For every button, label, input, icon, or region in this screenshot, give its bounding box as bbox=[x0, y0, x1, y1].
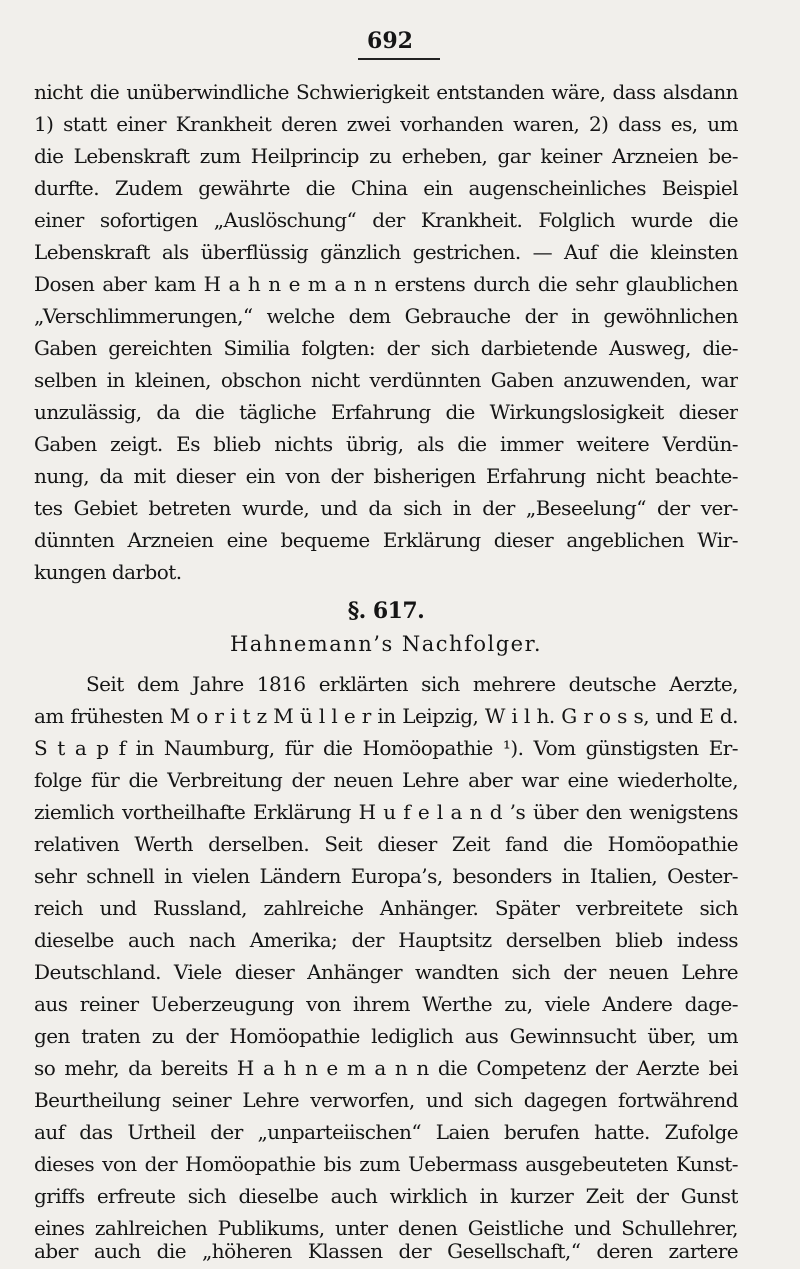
text-line: dieselbe auch nach Amerika; der Hauptsitz derselben blieb indess bbox=[34, 928, 738, 952]
text-line: tes Gebiet betreten wurde, und da sich in der „Beseelung“ der ver- bbox=[34, 496, 738, 520]
text-line: Lebenskraft als überflüssig gänzlich gestrichen. — Auf die kleinsten bbox=[34, 240, 738, 264]
text-line: unzulässig, da die tägliche Erfahrung die Wirkungslosigkeit dieser bbox=[34, 400, 738, 424]
section-number: §. 617. bbox=[347, 598, 425, 624]
text-line: die Lebenskraft zum Heilprincip zu erheben, gar keiner Arzneien be- bbox=[34, 144, 738, 168]
text-line: nung, da mit dieser ein von der bisherigen Erfahrung nicht beachte- bbox=[34, 464, 738, 488]
text-line: auf das Urtheil der „unparteiischen“ Laien berufen hatte. Zufolge bbox=[34, 1120, 738, 1144]
text-line: aus reiner Ueberzeugung von ihrem Werthe zu, viele Andere dage- bbox=[34, 992, 738, 1016]
text-line: gen traten zu der Homöopathie lediglich aus Gewinnsucht über, um bbox=[34, 1024, 738, 1048]
text-line: 1) statt einer Krankheit deren zwei vorhanden waren, 2) dass es, um bbox=[34, 112, 738, 136]
text-line: „Verschlimmerungen,“ welche dem Gebrauche der in gewöhnlichen bbox=[34, 304, 738, 328]
text-line: Dosen aber kam H a h n e m a n n erstens durch die sehr glaublichen bbox=[34, 272, 738, 296]
text-line: aber auch die „höheren Klassen der Gesellschaft,“ deren zartere bbox=[34, 1239, 738, 1263]
text-line: folge für die Verbreitung der neuen Lehre aber war eine wiederholte, bbox=[34, 768, 738, 792]
text-line: so mehr, da bereits H a h n e m a n n die Competenz der Aerzte bei bbox=[34, 1056, 738, 1080]
text-line: am frühesten M o r i t z M ü l l e r in Leipzig, W i l h. G r o s s, und E d. bbox=[34, 704, 738, 728]
page-number: 692 bbox=[367, 28, 413, 54]
text-line: Beurtheilung seiner Lehre verworfen, und sich dagegen fortwährend bbox=[34, 1088, 738, 1112]
text-line: dünnten Arzneien eine bequeme Erklärung dieser angeblichen Wir- bbox=[34, 528, 738, 552]
text-line: kungen darbot. bbox=[34, 560, 182, 584]
text-line: reich und Russland, zahlreiche Anhänger. Später verbreitete sich bbox=[34, 896, 738, 920]
text-line: nicht die unüberwindliche Schwierigkeit entstanden wäre, dass alsdann bbox=[34, 80, 738, 104]
text-line: eines zahlreichen Publikums, unter denen Geistliche und Schullehrer, bbox=[34, 1216, 738, 1240]
text-line: Gaben gereichten Similia folgten: der sich darbietende Ausweg, die- bbox=[34, 336, 738, 360]
section-heading: Hahnemann’s Nachfolger. bbox=[229, 632, 542, 656]
text-line: ziemlich vortheilhafte Erklärung H u f e l a n d ’s über den wenigstens bbox=[34, 800, 738, 824]
text-line: Gaben zeigt. Es blieb nichts übrig, als die immer weitere Verdün- bbox=[34, 432, 738, 456]
text-line: einer sofortigen „Auslöschung“ der Krankheit. Folglich wurde die bbox=[34, 208, 738, 232]
text-line: durfte. Zudem gewährte die China ein augenscheinliches Beispiel bbox=[34, 176, 738, 200]
text-line: Seit dem Jahre 1816 erklärten sich mehrere deutsche Aerzte, bbox=[86, 672, 738, 696]
text-line: selben in kleinen, obschon nicht verdünnten Gaben anzuwenden, war bbox=[34, 368, 738, 392]
text-line: S t a p f in Naumburg, für die Homöopathie ¹). Vom günstigsten Er- bbox=[34, 736, 738, 760]
text-line: relativen Werth derselben. Seit dieser Zeit fand die Homöopathie bbox=[34, 832, 738, 856]
page-number-rule bbox=[358, 58, 440, 60]
text-line: griffs erfreute sich dieselbe auch wirklich in kurzer Zeit der Gunst bbox=[34, 1184, 738, 1208]
text-line: Deutschland. Viele dieser Anhänger wandten sich der neuen Lehre bbox=[34, 960, 738, 984]
text-line: sehr schnell in vielen Ländern Europa’s, besonders in Italien, Oester- bbox=[34, 864, 738, 888]
text-line: dieses von der Homöopathie bis zum Uebermass ausgebeuteten Kunst- bbox=[34, 1152, 738, 1176]
